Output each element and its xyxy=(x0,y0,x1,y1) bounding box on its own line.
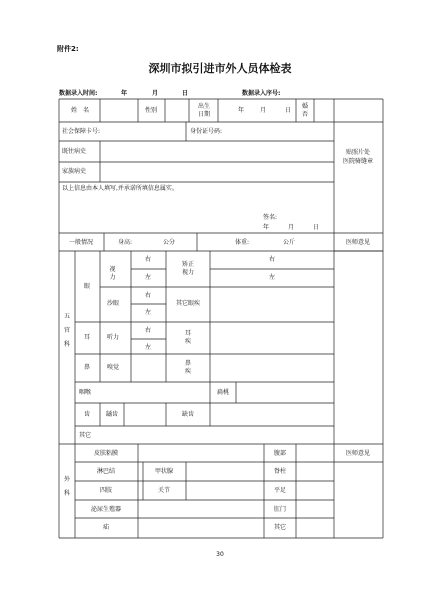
limbs-label: 四肢 xyxy=(99,487,113,494)
corrected-left: 左 xyxy=(268,274,276,281)
weight-label: 体重: xyxy=(235,239,250,246)
weight-unit: 公斤 xyxy=(283,239,296,246)
other-eye-label: 其它眼疾 xyxy=(175,300,201,307)
married-label: 婚 否 xyxy=(301,103,309,118)
vision-right: 右 xyxy=(144,256,152,263)
eye-label: 眼 xyxy=(83,283,91,290)
height-label: 身高: xyxy=(118,239,133,246)
nose-label: 鼻 xyxy=(83,364,91,371)
signature-year: 年 xyxy=(263,224,270,231)
corrected-right: 右 xyxy=(268,256,276,263)
page-number: 30 xyxy=(216,551,224,558)
attachment-label: 附件2: xyxy=(57,45,79,53)
hearing-label: 听力 xyxy=(106,334,120,341)
surgery-label: 外 科 xyxy=(63,476,71,497)
tonsil-label: 扁桃 xyxy=(216,389,230,396)
five-organs-label: 五 官 科 xyxy=(63,313,71,348)
name-label: 姓 名 xyxy=(70,107,90,114)
birth-label: 出生 日期 xyxy=(197,103,211,118)
anus-label: 肛门 xyxy=(273,506,287,513)
doctor-opinion-1: 医师意见 xyxy=(345,239,371,246)
throat-label: 咽喉 xyxy=(79,389,92,396)
past-history-label: 既往病史 xyxy=(62,148,87,155)
abdomen-label: 腹部 xyxy=(273,450,287,457)
trachoma-right: 右 xyxy=(144,292,152,299)
entry-time-month: 月 xyxy=(152,90,159,97)
entry-seq-label: 数据录入序号: xyxy=(242,90,281,97)
trachoma-label: 沙眼 xyxy=(106,300,120,307)
trachoma-left: 左 xyxy=(144,309,152,316)
declaration-text: 以上信息由本人填写,并承诺所填信息属实。 xyxy=(62,185,178,192)
id-card-label: 身份证号码: xyxy=(190,128,223,135)
joints-label: 关节 xyxy=(157,487,171,494)
teeth-label: 齿 xyxy=(83,411,91,418)
photo-placeholder: 贴照片处 医院骑缝章 xyxy=(342,149,374,165)
hearing-right: 右 xyxy=(144,327,152,334)
vision-left: 左 xyxy=(144,274,152,281)
signature-day: 日 xyxy=(313,224,320,231)
cavity-label: 龋齿 xyxy=(105,411,119,418)
lymph-label: 淋巴结 xyxy=(96,468,116,475)
height-unit: 公分 xyxy=(163,239,176,246)
birth-day: 日 xyxy=(285,107,292,114)
spine-label: 脊柱 xyxy=(273,468,287,475)
sex-label: 性别 xyxy=(144,107,158,114)
genital-label: 泌尿生殖器 xyxy=(90,506,122,513)
signature-month: 月 xyxy=(288,224,295,231)
vision-label: 视 力 xyxy=(109,266,117,281)
social-card-label: 社会保障卡号: xyxy=(62,128,101,135)
entry-time-label: 数据录入时间: xyxy=(59,90,98,97)
other-surgery-label: 其它 xyxy=(273,524,287,531)
ear-disease-label: 耳 疾 xyxy=(184,330,192,345)
page-title: 深圳市拟引进市外人员体检表 xyxy=(148,62,292,75)
flatfoot-label: 平足 xyxy=(273,487,287,494)
ear-label: 耳 xyxy=(83,334,91,341)
hearing-left: 左 xyxy=(144,344,152,351)
general-label: 一般情况 xyxy=(68,239,94,246)
smell-label: 嗅觉 xyxy=(106,364,120,371)
birth-month: 月 xyxy=(260,107,267,114)
doctor-opinion-2: 医师意见 xyxy=(345,450,371,457)
skin-label: 皮肤粘膜 xyxy=(93,450,119,457)
nose-disease-label: 鼻 疾 xyxy=(184,360,192,375)
thyroid-label: 甲状腺 xyxy=(154,468,174,475)
other-five-organs-label: 其它 xyxy=(79,432,92,439)
entry-time-day: 日 xyxy=(182,90,189,97)
entry-time-year: 年 xyxy=(121,90,128,97)
family-history-label: 家族病史 xyxy=(62,168,87,175)
hernia-label: 疝 xyxy=(102,524,110,531)
signature-label: 签名: xyxy=(263,214,278,221)
birth-year: 年 xyxy=(238,107,245,114)
missing-teeth-label: 缺齿 xyxy=(181,411,195,418)
corrected-vision-label: 矫正 视力 xyxy=(181,261,195,276)
